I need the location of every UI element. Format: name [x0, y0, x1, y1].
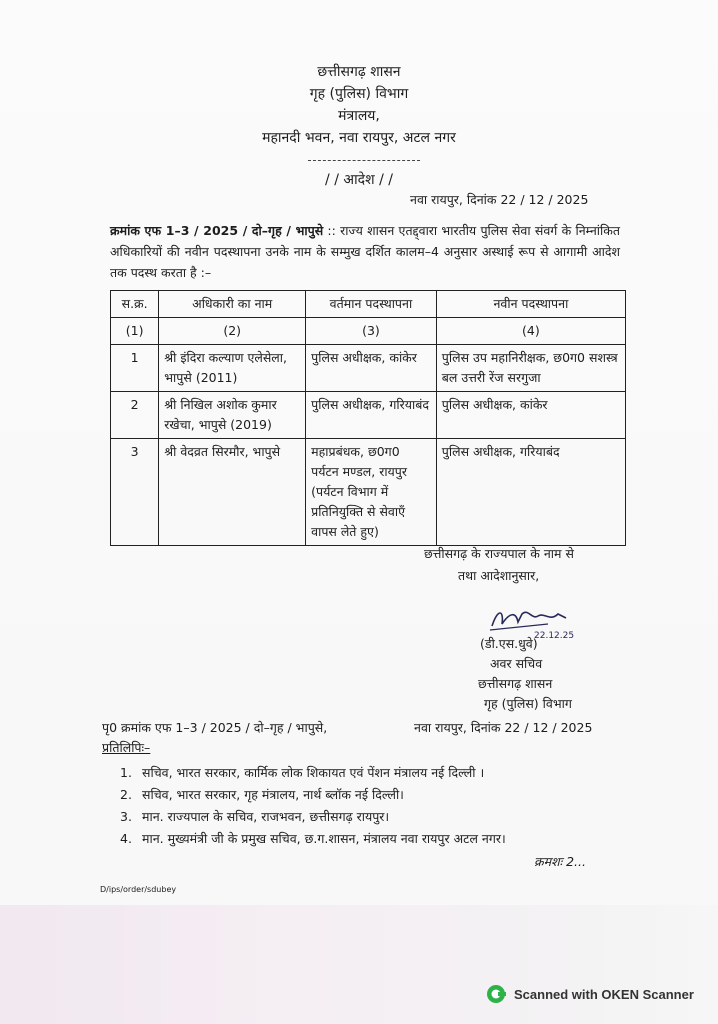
header-govt: छत्तीसगढ़ शासन [317, 64, 401, 80]
table-colnum-row [111, 318, 626, 345]
order-place-date: नवा रायपुर, दिनांक 22 / 12 / 2025 [410, 192, 589, 207]
signatory-org-1: छत्तीसगढ़ शासन [478, 676, 553, 691]
scanner-label: Scanned with OKEN Scanner [514, 986, 694, 1002]
header-ministry: मंत्रालय, [338, 108, 380, 124]
signatory-org-2: गृह (पुलिस) विभाग [484, 696, 572, 711]
posting-table [110, 290, 626, 546]
header-sno: स.क्र. [111, 291, 159, 318]
scan-background [0, 905, 718, 1024]
list-item: 3. मान. राज्यपाल के सचिव, राजभवन, छत्तीसगढ़ रायपुर। [120, 809, 390, 824]
table-row [111, 345, 626, 392]
signatory-designation: अवर सचिव [490, 656, 543, 671]
scanner-watermark [486, 984, 694, 1004]
table-header-row [111, 291, 626, 318]
endorsement-ref: पृ0 क्रमांक एफ 1–3 / 2025 / दो–गृह / भापुसे, [102, 720, 328, 735]
header-divider [308, 160, 420, 161]
colnum-2: (2) [159, 318, 306, 345]
row-current-posting: पुलिस अधीक्षक, कांकेर [306, 345, 437, 392]
header-new-posting: नवीन पदस्थापना [436, 291, 625, 318]
signatory-name: (डी.एस.धुवे) [480, 636, 538, 651]
scanner-logo-icon [486, 984, 506, 1004]
signature-date: 22.12.25 [534, 631, 575, 640]
endorsement-place-date: नवा रायपुर, दिनांक 22 / 12 / 2025 [414, 720, 593, 735]
file-reference: D/ips/order/sdubey [100, 885, 177, 894]
closing-line-1: छत्तीसगढ़ के राज्यपाल के नाम से [424, 546, 574, 561]
row-officer-name: श्री इंदिरा कल्याण एलेसेला, भापुसे (2011) [159, 345, 306, 392]
continued-note: क्रमशः 2... [534, 854, 586, 869]
colnum-1: (1) [111, 318, 159, 345]
order-intro-text: :: राज्य शासन एतद्द्वारा भारतीय पुलिस सेवा संवर्ग के निम्नांकित अधिकारियों की नवीन पदस्थापना उनके नाम के सम्मुख दर्शित कालम–4 अनुसार अस्थाई रूप से आगामी आदेश तक पदस्थ करता है :– [110, 223, 620, 280]
row-sno: 1 [111, 345, 159, 392]
order-reference: क्रमांक एफ 1–3 / 2025 / दो–गृह / भापुसे [110, 223, 324, 238]
row-new-posting: पुलिस अधीक्षक, कांकेर [436, 392, 625, 439]
row-sno: 2 [111, 392, 159, 439]
list-item: 1. सचिव, भारत सरकार, कार्मिक लोक शिकायत एवं पेंशन मंत्रालय नई दिल्ली । [120, 765, 485, 780]
colnum-4: (4) [436, 318, 625, 345]
order-title: / / आदेश / / [325, 172, 393, 188]
row-new-posting: पुलिस उप महानिरीक्षक, छ0ग0 सशस्त्र बल उत्तरी रेंज सरगुजा [436, 345, 625, 392]
table-row [111, 392, 626, 439]
row-officer-name: श्री निखिल अशोक कुमार रखेचा, भापुसे (2019) [159, 392, 306, 439]
row-current-posting: पुलिस अधीक्षक, गरियाबंद [306, 392, 437, 439]
list-item: 4. मान. मुख्यमंत्री जी के प्रमुख सचिव, छ.ग.शासन, मंत्रालय नवा रायपुर अटल नगर। [120, 831, 506, 846]
colnum-3: (3) [306, 318, 437, 345]
row-officer-name: श्री वेदव्रत सिरमौर, भापुसे [159, 439, 306, 546]
header-officer-name: अधिकारी का नाम [159, 291, 306, 318]
signature-scribble [488, 600, 608, 640]
copy-to-heading: प्रतिलिपिः– [102, 740, 151, 755]
list-item: 2. सचिव, भारत सरकार, गृह मंत्रालय, नार्थ ब्लॉक नई दिल्ली। [120, 787, 404, 802]
order-intro [110, 220, 620, 283]
row-new-posting: पुलिस अधीक्षक, गरियाबंद [436, 439, 625, 546]
header-department: गृह (पुलिस) विभाग [309, 86, 409, 102]
header-current-posting: वर्तमान पदस्थापना [306, 291, 437, 318]
header-address: महानदी भवन, नवा रायपुर, अटल नगर [262, 130, 456, 146]
closing-line-2: तथा आदेशानुसार, [458, 568, 540, 583]
row-current-posting: महाप्रबंधक, छ0ग0 पर्यटन मण्डल, रायपुर (पर्यटन विभाग में प्रतिनियुक्ति से सेवाएँ वापस लेते हुए) [306, 439, 437, 546]
table-row [111, 439, 626, 546]
row-sno: 3 [111, 439, 159, 546]
